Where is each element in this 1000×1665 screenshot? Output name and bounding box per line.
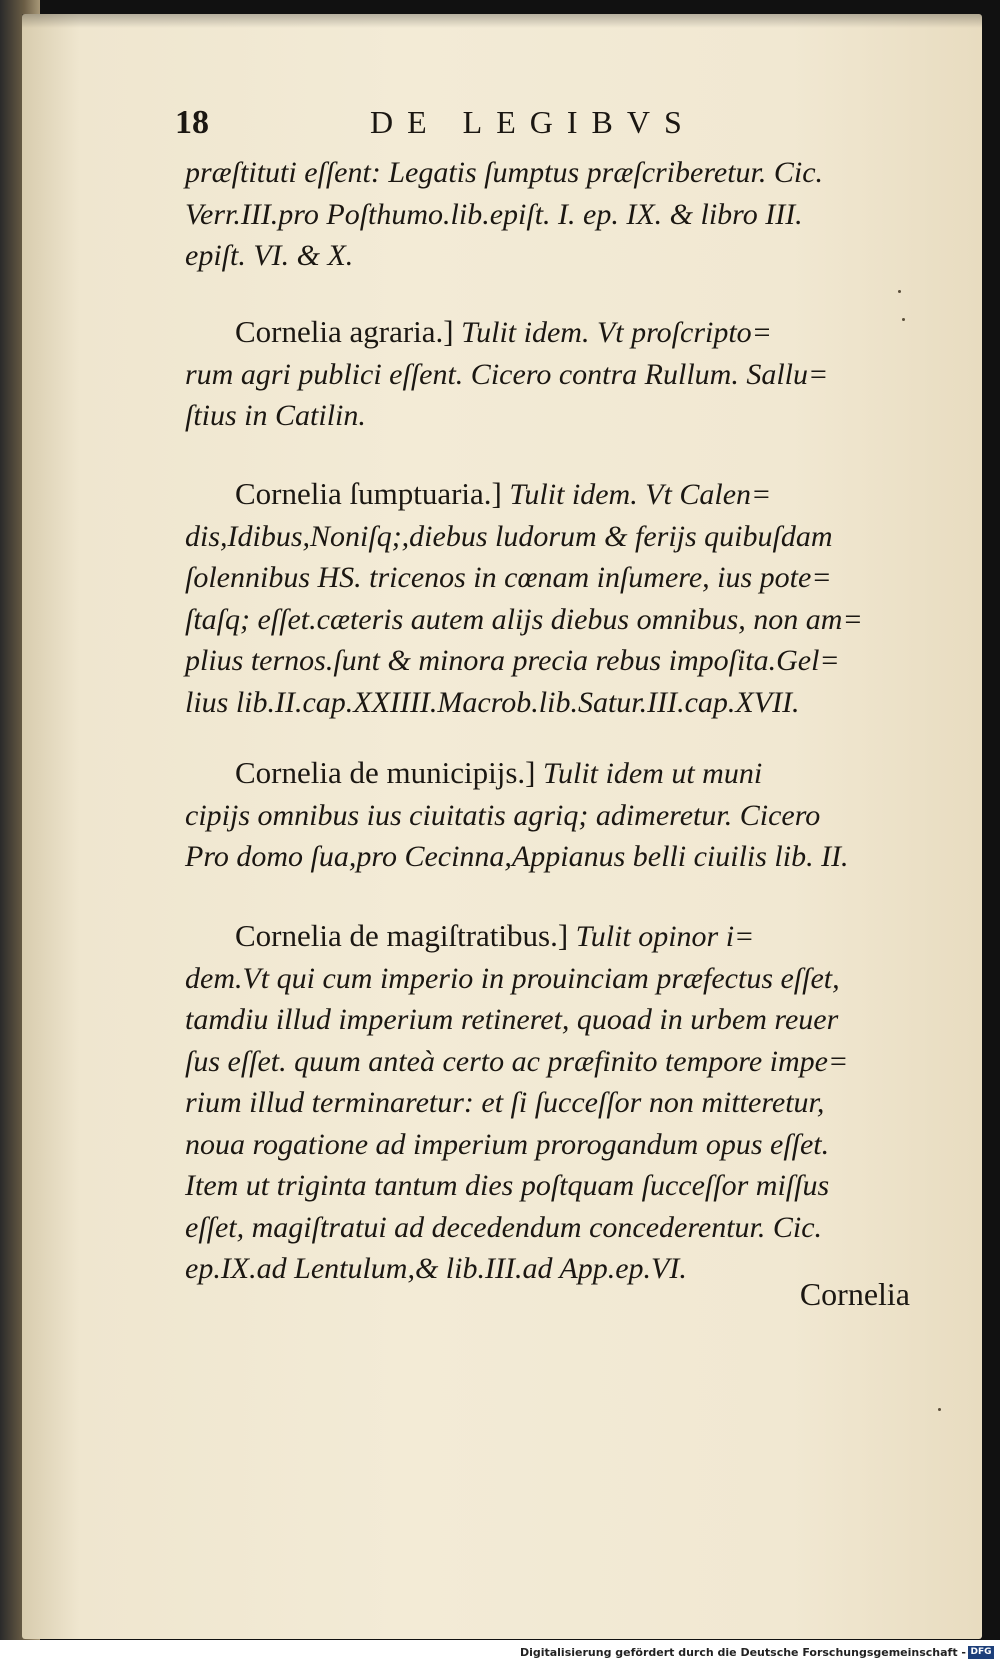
entry-lemma: Cornelia agraria.] bbox=[235, 314, 454, 349]
page-header bbox=[175, 104, 895, 148]
text-fragment: Tulit idem. Vt proſcripto= bbox=[461, 316, 772, 349]
paper-speck bbox=[938, 1408, 941, 1411]
text-line: dis,Idibus,Noniſq;,diebus ludorum & ferijs quibuſdam bbox=[185, 519, 833, 553]
text-line: epiſt. VI. & X. bbox=[185, 239, 354, 272]
text-line: noua rogatione ad imperium prorogandum opus eſſet. bbox=[185, 1127, 830, 1161]
page-number: 18 bbox=[175, 104, 209, 141]
paper-speck bbox=[898, 290, 901, 293]
text-line bbox=[185, 915, 915, 958]
text-line bbox=[185, 752, 915, 795]
text-line: Pro domo ſua,pro Cecinna,Appianus belli ciuilis lib. II. bbox=[185, 840, 849, 873]
text-fragment: Tulit opinor i= bbox=[575, 920, 755, 953]
digitization-credit: Digitalisierung gefördert durch die Deutsche Forschungsgemeinschaft - bbox=[519, 1646, 966, 1659]
text-line: rium illud terminaretur: et ſi ſucceſſor non mitteretur, bbox=[185, 1086, 825, 1119]
paper-speck bbox=[902, 318, 905, 321]
text-line: Item ut triginta tantum dies poſtquam ſucceſſor miſſus bbox=[185, 1169, 830, 1202]
text-line: dem.Vt qui cum imperio in prouinciam præfectus eſſet, bbox=[185, 961, 840, 995]
text-line: lius lib.II.cap.XXIIII.Macrob.lib.Satur.III.cap.XVII. bbox=[185, 685, 800, 719]
text-fragment: Tulit idem ut muni bbox=[542, 757, 763, 790]
text-line: Verr.III.pro Poſthumo.lib.epiſt. I. ep. IX. & libro III. bbox=[185, 197, 803, 231]
text-line: plius ternos.ſunt & minora precia rebus impoſita.Gel= bbox=[185, 644, 840, 677]
page-top-shadow bbox=[22, 14, 982, 28]
entry-lemma: Cornelia de municipijs.] bbox=[235, 755, 536, 790]
text-line: tamdiu illud imperium retineret, quoad in urbem reuer bbox=[185, 1003, 839, 1036]
text-line bbox=[185, 311, 915, 354]
text-line: cipijs omnibus ius ciuitatis agriq; adimeretur. Cicero bbox=[185, 798, 821, 832]
dfg-logo: DFG bbox=[968, 1646, 994, 1659]
text-line: ſolennibus HS. tricenos in cœnam inſumere, ius pote= bbox=[185, 561, 832, 594]
text-line: ep.IX.ad Lentulum,& lib.III.ad App.ep.VI. bbox=[185, 1252, 687, 1285]
text-line: præſtituti eſſent: Legatis ſumptus præſcriberetur. Cic. bbox=[185, 156, 824, 189]
text-line: ſtius in Catilin. bbox=[185, 399, 366, 432]
text-line: ſtaſq; eſſet.cæteris autem alijs diebus omnibus, non am= bbox=[185, 602, 863, 636]
paragraph-continuation bbox=[185, 152, 915, 277]
paragraph-cornelia-de-municipijs bbox=[185, 752, 915, 878]
text-fragment: Tulit idem. Vt Calen= bbox=[509, 478, 772, 511]
running-title: DE LEGIBVS bbox=[370, 104, 696, 140]
paragraph-cornelia-de-magistratibus bbox=[185, 915, 915, 1290]
paragraph-cornelia-sumptuaria bbox=[185, 473, 915, 723]
text-line bbox=[185, 473, 915, 516]
catchword: Cornelia bbox=[799, 1276, 910, 1312]
paragraph-cornelia-agraria bbox=[185, 311, 915, 437]
text-line: eſſet, magiſtratui ad decedendum concederentur. Cic. bbox=[185, 1210, 823, 1244]
entry-lemma: Cornelia ſumptuaria.] bbox=[235, 476, 502, 511]
text-line: ſus eſſet. quum anteà certo ac præfinito tempore impe= bbox=[185, 1044, 849, 1078]
text-line: rum agri publici eſſent. Cicero contra Rullum. Sallu= bbox=[185, 357, 829, 391]
entry-lemma: Cornelia de magiſtratibus.] bbox=[235, 918, 569, 953]
